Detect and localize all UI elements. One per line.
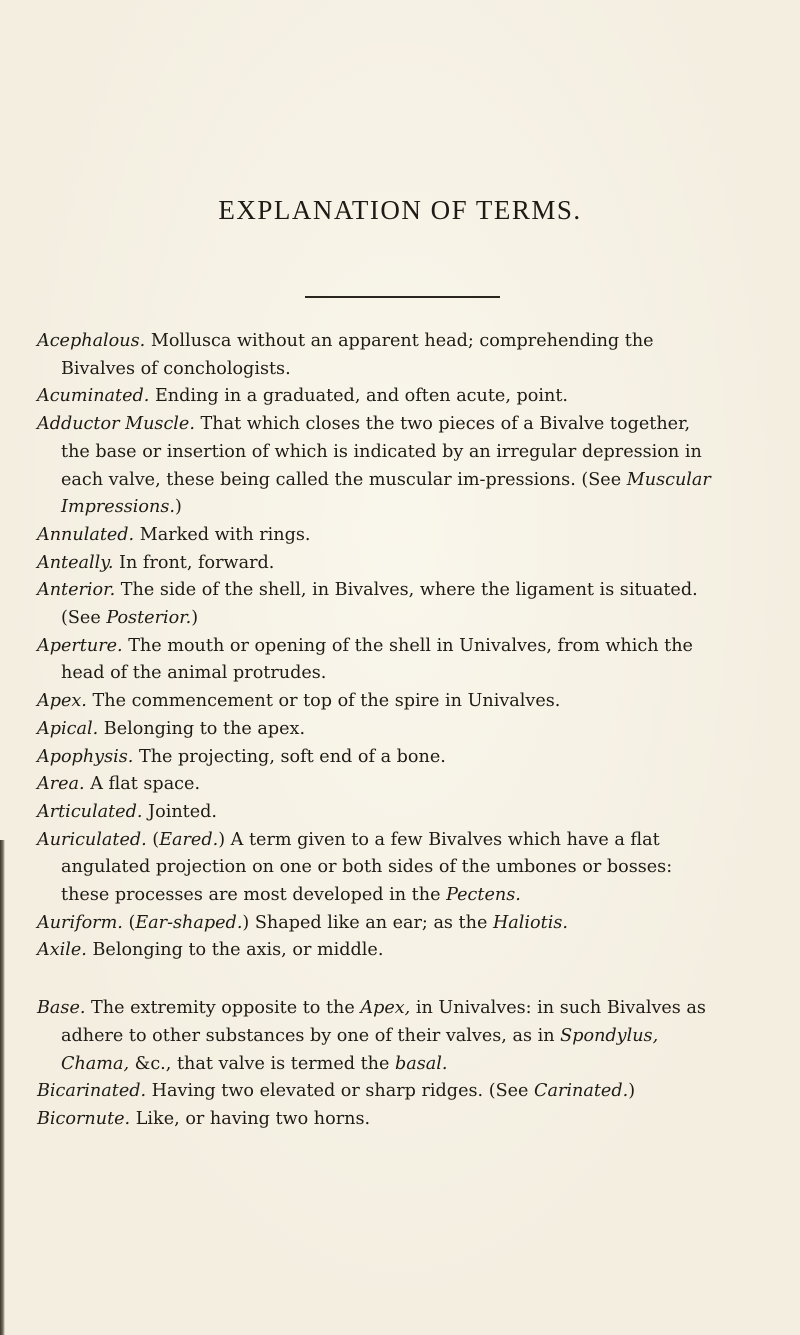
glossary-entry-apex: [0, 688, 718, 716]
definition-text: Mollusca without an apparent head; comprehending the Bivalves of conchologists.: [61, 331, 654, 379]
definition-text: in Univalves: in such Bivalves as adhere to other substances by one of their valves, as in: [61, 998, 706, 1046]
glossary-entry-acuminated: [0, 383, 718, 411]
cross-reference: Apex,: [360, 998, 411, 1019]
glossary-entry-articulated: [0, 799, 718, 827]
glossary-term: Acuminated.: [37, 386, 150, 407]
page-heading: EXPLANATION OF TERMS.: [218, 195, 582, 225]
glossary-entry-aperture: [0, 633, 718, 688]
glossary-term: Articulated.: [37, 801, 143, 822]
glossary-entries: [0, 328, 800, 1134]
glossary-term: Apex.: [37, 691, 87, 712]
definition-text: Belonging to the apex.: [98, 718, 306, 739]
definition-text: The side of the shell, in Bivalves, where the ligament is situated. (See: [61, 580, 698, 629]
glossary-entry-area: [0, 771, 718, 799]
cross-reference: Posterior.: [106, 608, 192, 629]
definition-text: A flat space.: [84, 774, 201, 795]
definition-text: Belonging to the axis, or middle.: [86, 940, 384, 961]
gloss-italic: Ear-shaped.: [135, 912, 243, 933]
definition-text: The extremity opposite to the: [85, 998, 361, 1019]
genus-name: Haliotis.: [492, 912, 568, 933]
definition-text: Like, or having two horns.: [130, 1108, 371, 1129]
cross-reference: Carinated.: [534, 1081, 629, 1102]
glossary-entry-apical: [0, 716, 718, 744]
glossary-entry-adductor-muscle: [0, 411, 718, 522]
definition-text: Jointed.: [142, 801, 217, 822]
glossary-term: Auriculated.: [37, 829, 147, 850]
definition-text: Having two elevated or sharp ridges. (See: [146, 1081, 535, 1102]
glossary-entry-axile: [0, 937, 718, 965]
definition-text: (: [146, 829, 160, 850]
definition-text: ): [174, 497, 182, 518]
genus-name: Spondylus,: [560, 1025, 659, 1046]
glossary-term: Bicornute.: [37, 1108, 131, 1129]
glossary-term: Area.: [37, 774, 85, 795]
glossary-entry-auriculated: [0, 827, 718, 910]
glossary-term: Apophysis.: [37, 746, 134, 767]
gloss-italic: Eared.: [159, 829, 219, 850]
glossary-term: Aperture.: [37, 635, 123, 656]
definition-text: Marked with rings.: [134, 524, 311, 545]
glossary-entry-annulated: [0, 522, 718, 550]
glossary-term: Bicarinated.: [37, 1081, 147, 1102]
glossary-entry-anterior: [0, 577, 718, 632]
glossary-term: Apical.: [37, 718, 99, 739]
definition-text: ) Shaped like an ear; as the: [242, 912, 493, 933]
glossary-term: Adductor Muscle.: [37, 414, 195, 435]
gloss-italic: basal.: [395, 1053, 448, 1074]
glossary-term: Anteally.: [37, 552, 114, 573]
glossary-entry-bicornute: [0, 1106, 718, 1134]
definition-text: ): [191, 608, 199, 629]
definition-text: Ending in a graduated, and often acute, point.: [149, 386, 569, 407]
cross-reference: Muscular Impressions.: [61, 469, 711, 518]
genus-name: Chama,: [61, 1053, 130, 1074]
glossary-entry-base: [0, 995, 718, 1078]
glossary-term: Anterior.: [37, 580, 116, 601]
definition-text: (: [122, 912, 136, 933]
glossary-term: Axile.: [37, 940, 87, 961]
glossary-entry-auriform: [0, 910, 718, 938]
definition-text: The mouth or opening of the shell in Univalves, from which the head of the animal protrudes.: [61, 635, 693, 684]
definition-text: ) A term given to a few Bivalves which have a flat angulated projection on one or both sides of the umbones or bosses: these processes are most developed in the: [61, 829, 673, 906]
definition-text: &c., that valve is termed the: [129, 1053, 395, 1074]
glossary-term: Acephalous.: [37, 331, 146, 351]
glossary-entry-apophysis: [0, 744, 718, 772]
glossary-entry-acephalous: [0, 328, 718, 383]
glossary-term: Base.: [37, 998, 86, 1019]
glossary-entry-anteally: [0, 550, 718, 578]
glossary-term: Auriform.: [37, 912, 123, 933]
glossary-entry-bicarinated: [0, 1078, 718, 1106]
definition-text: The commencement or top of the spire in Univalves.: [86, 691, 561, 712]
definition-text: That which closes the two pieces of a Bivalve together, the base or insertion of which is indicated by an irregular depression in each valve, these being called the muscular im-pressions. (See: [61, 414, 702, 490]
genus-name: Pectens.: [446, 885, 521, 906]
definition-text: In front, forward.: [113, 552, 275, 573]
heading-rule: [305, 296, 500, 298]
definition-text: ): [628, 1081, 636, 1102]
glossary-term: Annulated.: [37, 524, 135, 545]
definition-text: The projecting, soft end of a bone.: [133, 746, 446, 767]
